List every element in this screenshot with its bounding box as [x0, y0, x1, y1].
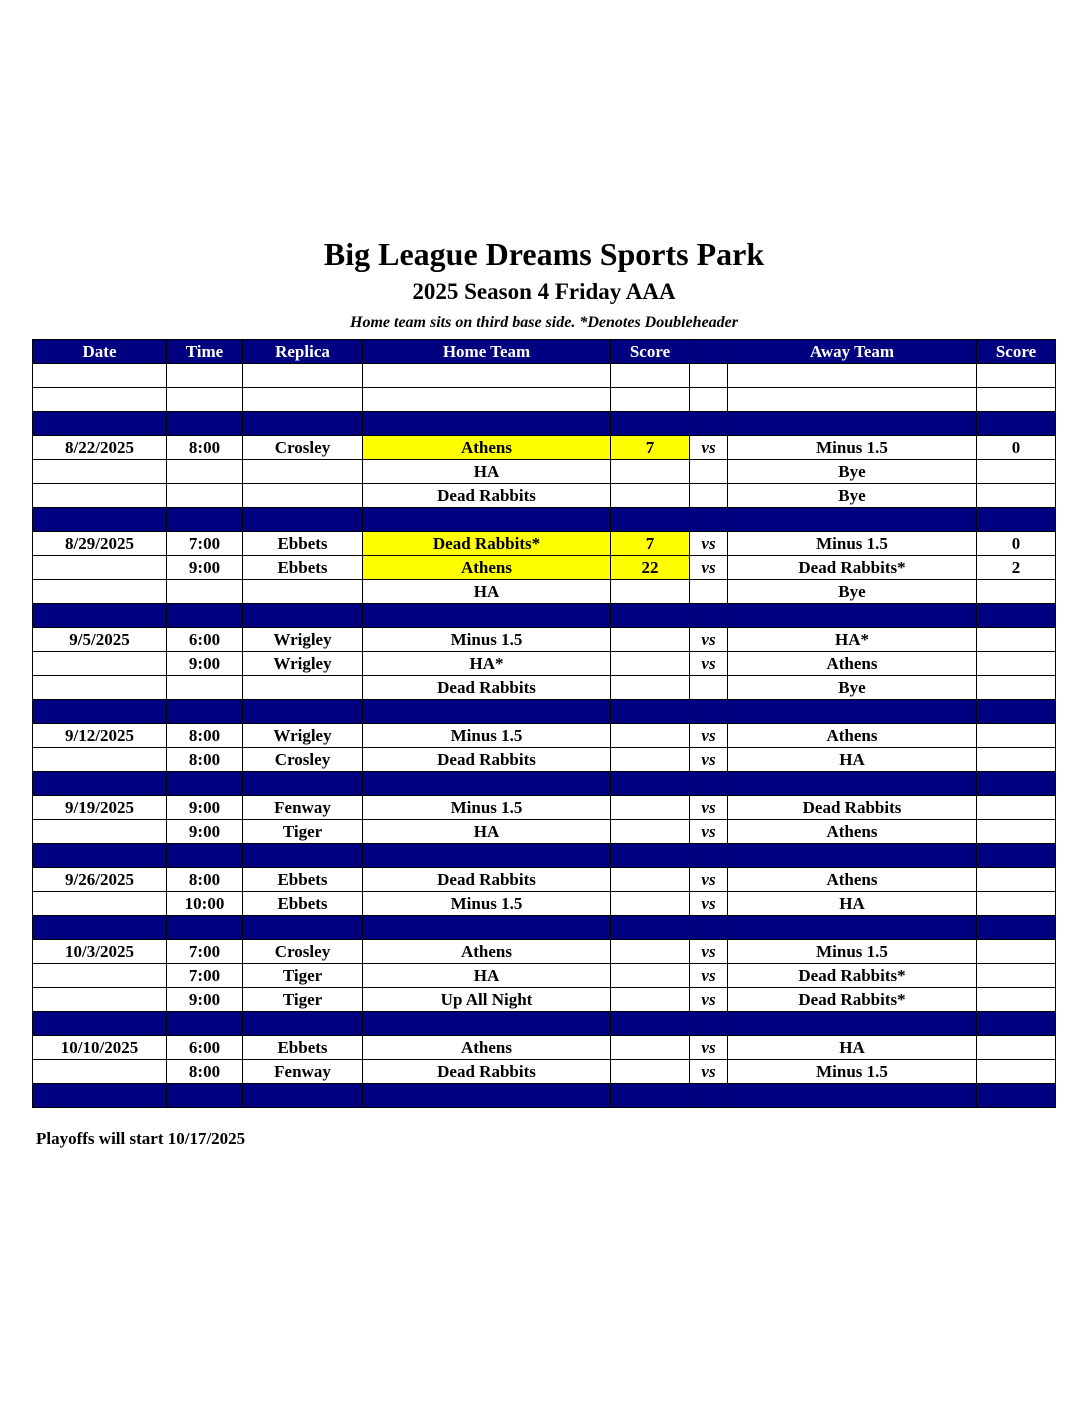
away-team-cell: [728, 844, 977, 868]
game-row: [33, 628, 1056, 652]
away-team-cell: [728, 412, 977, 436]
away-score-cell: [977, 844, 1056, 868]
time-cell: 6:00: [167, 1036, 243, 1060]
date-cell: [33, 484, 167, 508]
away-score-cell: [977, 580, 1056, 604]
home-team-cell: HA: [363, 580, 611, 604]
date-cell: [33, 820, 167, 844]
time-cell: [167, 1084, 243, 1108]
home-score-cell: [611, 988, 690, 1012]
blank-row: [33, 388, 1056, 412]
home-score-cell: [611, 1012, 690, 1036]
replica-cell: [243, 580, 363, 604]
game-row: [33, 892, 1056, 916]
time-cell: [167, 508, 243, 532]
home-team-cell: [363, 1084, 611, 1108]
replica-cell: [243, 676, 363, 700]
away-team-cell: Minus 1.5: [728, 1060, 977, 1084]
game-row: [33, 868, 1056, 892]
vs-cell: vs: [690, 964, 728, 988]
away-team-cell: [728, 1084, 977, 1108]
replica-cell: Tiger: [243, 988, 363, 1012]
away-team-cell: Athens: [728, 652, 977, 676]
away-team-cell: [728, 772, 977, 796]
home-score-cell: 7: [611, 436, 690, 460]
home-team-cell: [363, 508, 611, 532]
home-score-cell: [611, 652, 690, 676]
replica-cell: [243, 1012, 363, 1036]
away-score-cell: [977, 1060, 1056, 1084]
replica-cell: Wrigley: [243, 652, 363, 676]
time-cell: 8:00: [167, 436, 243, 460]
home-score-cell: [611, 868, 690, 892]
replica-cell: Ebbets: [243, 892, 363, 916]
vs-cell: vs: [690, 628, 728, 652]
date-cell: [33, 580, 167, 604]
home-team-cell: Up All Night: [363, 988, 611, 1012]
time-cell: [167, 1012, 243, 1036]
away-team-cell: Athens: [728, 868, 977, 892]
time-cell: 8:00: [167, 748, 243, 772]
away-score-cell: [977, 700, 1056, 724]
away-team-cell: [728, 604, 977, 628]
home-team-cell: [363, 388, 611, 412]
away-team-cell: [728, 916, 977, 940]
date-cell: 10/3/2025: [33, 940, 167, 964]
time-cell: 8:00: [167, 1060, 243, 1084]
game-row: [33, 1036, 1056, 1060]
away-score-cell: [977, 508, 1056, 532]
time-cell: [167, 364, 243, 388]
date-cell: [33, 412, 167, 436]
header-home-team: Home Team: [363, 340, 611, 364]
time-cell: [167, 580, 243, 604]
home-score-cell: [611, 484, 690, 508]
vs-cell: [690, 388, 728, 412]
date-cell: [33, 1012, 167, 1036]
game-row: [33, 748, 1056, 772]
date-cell: [33, 388, 167, 412]
header-vs: [690, 340, 728, 364]
date-cell: [33, 604, 167, 628]
date-cell: [33, 916, 167, 940]
date-cell: 10/10/2025: [33, 1036, 167, 1060]
away-team-cell: Minus 1.5: [728, 532, 977, 556]
away-team-cell: HA*: [728, 628, 977, 652]
vs-cell: [690, 580, 728, 604]
home-score-cell: [611, 724, 690, 748]
away-team-cell: HA: [728, 892, 977, 916]
replica-cell: [243, 364, 363, 388]
home-score-cell: [611, 916, 690, 940]
header-date: Date: [33, 340, 167, 364]
replica-cell: Crosley: [243, 748, 363, 772]
replica-cell: [243, 916, 363, 940]
time-cell: 9:00: [167, 988, 243, 1012]
date-cell: 8/29/2025: [33, 532, 167, 556]
vs-cell: vs: [690, 940, 728, 964]
time-cell: 8:00: [167, 724, 243, 748]
date-cell: [33, 460, 167, 484]
away-team-cell: [728, 388, 977, 412]
replica-cell: Ebbets: [243, 868, 363, 892]
away-team-cell: Athens: [728, 820, 977, 844]
blank-row: [33, 364, 1056, 388]
game-row: [33, 940, 1056, 964]
time-cell: [167, 412, 243, 436]
home-team-cell: Athens: [363, 436, 611, 460]
home-team-cell: Dead Rabbits: [363, 484, 611, 508]
time-cell: [167, 844, 243, 868]
home-score-cell: [611, 580, 690, 604]
vs-cell: [690, 1084, 728, 1108]
home-score-cell: [611, 1060, 690, 1084]
away-score-cell: [977, 628, 1056, 652]
time-cell: 9:00: [167, 796, 243, 820]
home-team-cell: Athens: [363, 1036, 611, 1060]
home-team-cell: HA: [363, 964, 611, 988]
away-team-cell: Dead Rabbits*: [728, 556, 977, 580]
away-score-cell: [977, 676, 1056, 700]
replica-cell: [243, 460, 363, 484]
game-row: [33, 460, 1056, 484]
home-score-cell: [611, 820, 690, 844]
away-score-cell: [977, 724, 1056, 748]
game-row: [33, 988, 1056, 1012]
time-cell: 7:00: [167, 964, 243, 988]
time-cell: 9:00: [167, 652, 243, 676]
replica-cell: Fenway: [243, 796, 363, 820]
vs-cell: vs: [690, 892, 728, 916]
game-row: [33, 820, 1056, 844]
page-subtitle: 2025 Season 4 Friday AAA: [412, 279, 676, 304]
date-cell: [33, 556, 167, 580]
vs-cell: [690, 484, 728, 508]
home-score-cell: [611, 748, 690, 772]
home-team-cell: [363, 916, 611, 940]
date-cell: [33, 676, 167, 700]
vs-cell: [690, 364, 728, 388]
replica-cell: Crosley: [243, 436, 363, 460]
away-score-cell: [977, 1084, 1056, 1108]
vs-cell: vs: [690, 652, 728, 676]
date-cell: [33, 892, 167, 916]
home-team-cell: HA*: [363, 652, 611, 676]
away-score-cell: [977, 364, 1056, 388]
header-away-team: Away Team: [728, 340, 977, 364]
time-cell: [167, 484, 243, 508]
away-score-cell: [977, 892, 1056, 916]
game-row: [33, 556, 1056, 580]
game-row: [33, 484, 1056, 508]
away-team-cell: Minus 1.5: [728, 436, 977, 460]
date-cell: [33, 700, 167, 724]
away-team-cell: Dead Rabbits*: [728, 964, 977, 988]
away-team-cell: Bye: [728, 676, 977, 700]
time-cell: 6:00: [167, 628, 243, 652]
time-cell: 9:00: [167, 820, 243, 844]
replica-cell: Wrigley: [243, 724, 363, 748]
week-separator-row: [33, 772, 1056, 796]
away-score-cell: [977, 820, 1056, 844]
table-header-row: [33, 340, 1056, 364]
home-team-cell: HA: [363, 460, 611, 484]
game-row: [33, 436, 1056, 460]
vs-cell: [690, 1012, 728, 1036]
replica-cell: Crosley: [243, 940, 363, 964]
replica-cell: [243, 412, 363, 436]
home-score-cell: [611, 892, 690, 916]
playoffs-note: Playoffs will start 10/17/2025: [36, 1129, 246, 1148]
replica-cell: [243, 772, 363, 796]
away-score-cell: [977, 940, 1056, 964]
replica-cell: [243, 484, 363, 508]
vs-cell: [690, 772, 728, 796]
time-cell: [167, 916, 243, 940]
header-time: Time: [167, 340, 243, 364]
home-team-cell: Dead Rabbits: [363, 748, 611, 772]
home-team-cell: Dead Rabbits: [363, 1060, 611, 1084]
away-team-cell: Bye: [728, 580, 977, 604]
vs-cell: vs: [690, 820, 728, 844]
away-score-cell: [977, 1036, 1056, 1060]
home-score-cell: [611, 508, 690, 532]
home-score-cell: [611, 1036, 690, 1060]
home-score-cell: [611, 412, 690, 436]
header-away-score: Score: [977, 340, 1056, 364]
time-cell: 9:00: [167, 556, 243, 580]
date-cell: 9/12/2025: [33, 724, 167, 748]
home-team-cell: Minus 1.5: [363, 724, 611, 748]
time-cell: 8:00: [167, 868, 243, 892]
date-cell: 9/5/2025: [33, 628, 167, 652]
away-team-cell: HA: [728, 1036, 977, 1060]
home-score-cell: [611, 388, 690, 412]
week-separator-row: [33, 916, 1056, 940]
vs-cell: [690, 508, 728, 532]
home-team-cell: Athens: [363, 940, 611, 964]
game-row: [33, 676, 1056, 700]
away-score-cell: [977, 412, 1056, 436]
date-cell: [33, 364, 167, 388]
home-team-cell: HA: [363, 820, 611, 844]
vs-cell: vs: [690, 436, 728, 460]
vs-cell: vs: [690, 724, 728, 748]
home-score-cell: [611, 940, 690, 964]
home-team-cell: Athens: [363, 556, 611, 580]
time-cell: [167, 772, 243, 796]
schedule-note: Home team sits on third base side. *Denotes Doubleheader: [350, 314, 738, 331]
home-score-cell: [611, 964, 690, 988]
game-row: [33, 1060, 1056, 1084]
time-cell: [167, 700, 243, 724]
header-replica: Replica: [243, 340, 363, 364]
home-score-cell: 7: [611, 532, 690, 556]
week-separator-row: [33, 1084, 1056, 1108]
vs-cell: vs: [690, 1060, 728, 1084]
date-cell: [33, 508, 167, 532]
away-score-cell: [977, 796, 1056, 820]
home-team-cell: [363, 1012, 611, 1036]
replica-cell: [243, 508, 363, 532]
replica-cell: [243, 700, 363, 724]
home-score-cell: [611, 604, 690, 628]
home-team-cell: [363, 772, 611, 796]
vs-cell: [690, 676, 728, 700]
vs-cell: vs: [690, 748, 728, 772]
home-score-cell: [611, 676, 690, 700]
week-separator-row: [33, 604, 1056, 628]
home-score-cell: [611, 700, 690, 724]
date-cell: [33, 1084, 167, 1108]
replica-cell: [243, 604, 363, 628]
vs-cell: vs: [690, 868, 728, 892]
home-team-cell: [363, 364, 611, 388]
replica-cell: [243, 844, 363, 868]
away-team-cell: Minus 1.5: [728, 940, 977, 964]
away-score-cell: [977, 868, 1056, 892]
away-team-cell: [728, 364, 977, 388]
away-team-cell: Bye: [728, 460, 977, 484]
away-team-cell: [728, 508, 977, 532]
home-team-cell: Minus 1.5: [363, 796, 611, 820]
date-cell: 9/26/2025: [33, 868, 167, 892]
home-score-cell: [611, 628, 690, 652]
vs-cell: [690, 460, 728, 484]
replica-cell: Tiger: [243, 964, 363, 988]
vs-cell: [690, 604, 728, 628]
time-cell: [167, 388, 243, 412]
replica-cell: [243, 388, 363, 412]
game-row: [33, 580, 1056, 604]
replica-cell: Wrigley: [243, 628, 363, 652]
home-team-cell: Dead Rabbits*: [363, 532, 611, 556]
home-score-cell: [611, 796, 690, 820]
date-cell: [33, 964, 167, 988]
away-team-cell: [728, 1012, 977, 1036]
time-cell: [167, 676, 243, 700]
schedule-table: [32, 339, 1056, 1108]
vs-cell: [690, 916, 728, 940]
home-score-cell: [611, 460, 690, 484]
date-cell: 8/22/2025: [33, 436, 167, 460]
game-row: [33, 724, 1056, 748]
away-score-cell: 2: [977, 556, 1056, 580]
home-team-cell: Minus 1.5: [363, 892, 611, 916]
week-separator-row: [33, 700, 1056, 724]
week-separator-row: [33, 412, 1056, 436]
home-team-cell: [363, 604, 611, 628]
home-score-cell: [611, 1084, 690, 1108]
date-cell: [33, 1060, 167, 1084]
home-team-cell: [363, 844, 611, 868]
away-score-cell: 0: [977, 532, 1056, 556]
game-row: [33, 796, 1056, 820]
home-team-cell: Dead Rabbits: [363, 868, 611, 892]
away-score-cell: [977, 460, 1056, 484]
away-team-cell: Athens: [728, 724, 977, 748]
away-team-cell: HA: [728, 748, 977, 772]
replica-cell: Ebbets: [243, 1036, 363, 1060]
home-score-cell: [611, 772, 690, 796]
time-cell: 7:00: [167, 940, 243, 964]
date-cell: [33, 988, 167, 1012]
game-row: [33, 964, 1056, 988]
schedule-body: [33, 364, 1056, 1108]
vs-cell: vs: [690, 988, 728, 1012]
away-score-cell: [977, 484, 1056, 508]
away-score-cell: [977, 988, 1056, 1012]
away-team-cell: [728, 700, 977, 724]
header-home-score: Score: [611, 340, 690, 364]
date-cell: [33, 652, 167, 676]
away-score-cell: [977, 1012, 1056, 1036]
home-score-cell: 22: [611, 556, 690, 580]
home-team-cell: Dead Rabbits: [363, 676, 611, 700]
away-score-cell: [977, 916, 1056, 940]
away-score-cell: [977, 748, 1056, 772]
page-title: Big League Dreams Sports Park: [323, 236, 765, 272]
date-cell: [33, 844, 167, 868]
away-score-cell: [977, 388, 1056, 412]
away-team-cell: Dead Rabbits: [728, 796, 977, 820]
vs-cell: [690, 700, 728, 724]
time-cell: 10:00: [167, 892, 243, 916]
away-score-cell: [977, 772, 1056, 796]
replica-cell: [243, 1084, 363, 1108]
week-separator-row: [33, 844, 1056, 868]
replica-cell: Fenway: [243, 1060, 363, 1084]
away-score-cell: [977, 964, 1056, 988]
week-separator-row: [33, 508, 1056, 532]
home-team-cell: [363, 700, 611, 724]
replica-cell: Ebbets: [243, 556, 363, 580]
away-score-cell: [977, 604, 1056, 628]
replica-cell: Tiger: [243, 820, 363, 844]
home-score-cell: [611, 844, 690, 868]
home-score-cell: [611, 364, 690, 388]
replica-cell: Ebbets: [243, 532, 363, 556]
week-separator-row: [33, 1012, 1056, 1036]
game-row: [33, 652, 1056, 676]
away-team-cell: Bye: [728, 484, 977, 508]
vs-cell: vs: [690, 532, 728, 556]
away-score-cell: 0: [977, 436, 1056, 460]
time-cell: [167, 604, 243, 628]
vs-cell: vs: [690, 1036, 728, 1060]
date-cell: [33, 772, 167, 796]
away-team-cell: Dead Rabbits*: [728, 988, 977, 1012]
time-cell: [167, 460, 243, 484]
game-row: [33, 532, 1056, 556]
date-cell: 9/19/2025: [33, 796, 167, 820]
home-team-cell: [363, 412, 611, 436]
vs-cell: vs: [690, 796, 728, 820]
time-cell: 7:00: [167, 532, 243, 556]
date-cell: [33, 748, 167, 772]
away-score-cell: [977, 652, 1056, 676]
vs-cell: [690, 844, 728, 868]
home-team-cell: Minus 1.5: [363, 628, 611, 652]
vs-cell: vs: [690, 556, 728, 580]
vs-cell: [690, 412, 728, 436]
